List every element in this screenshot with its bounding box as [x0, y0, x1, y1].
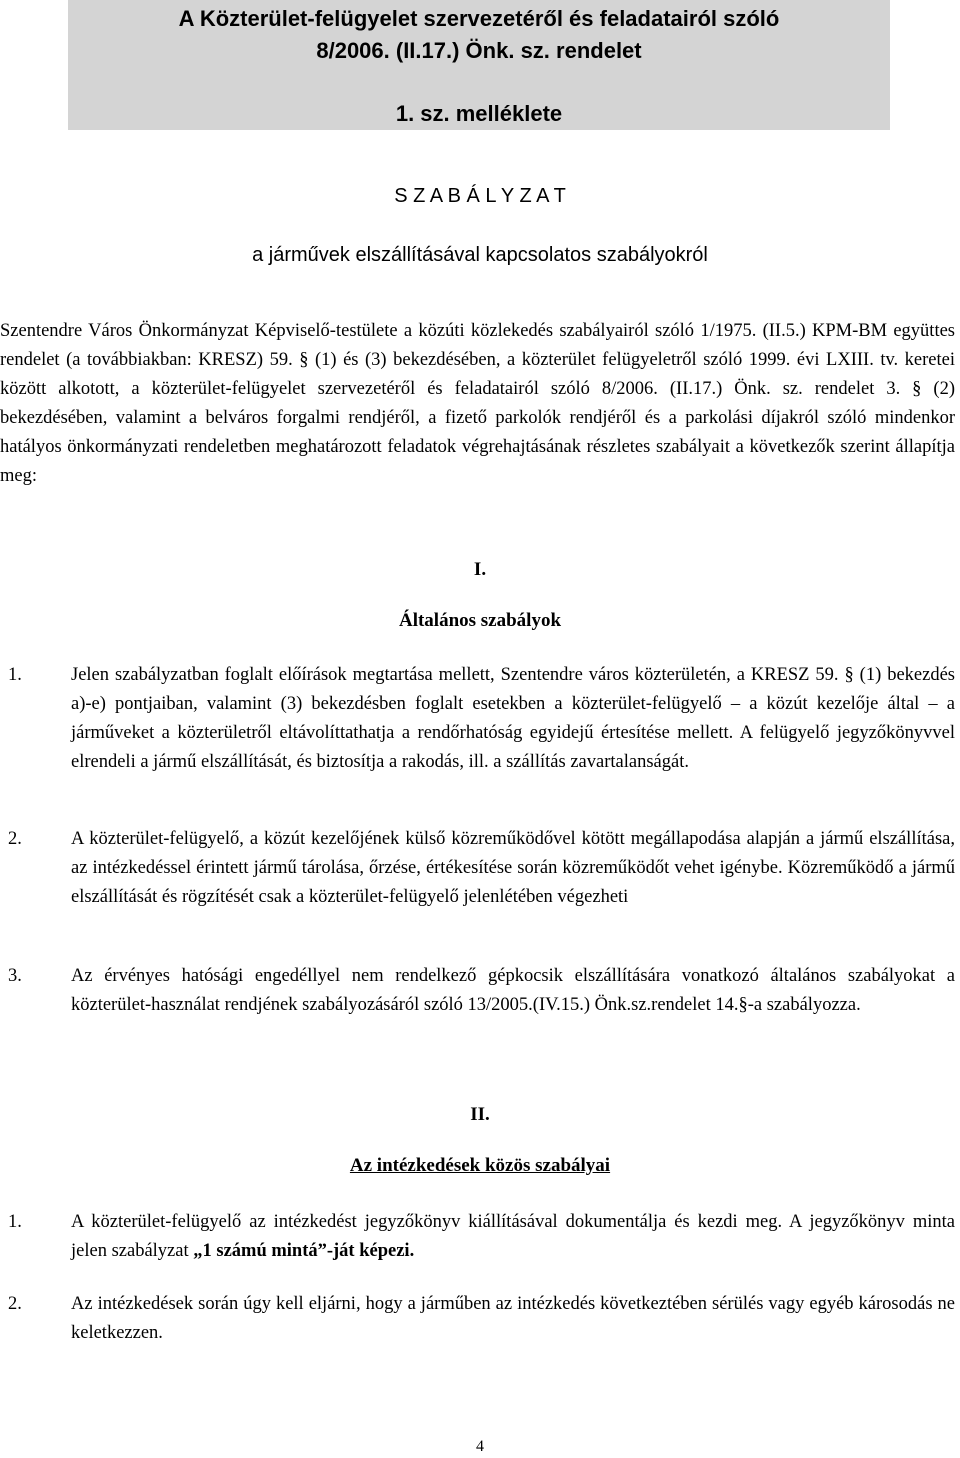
item-number: 3. — [8, 966, 22, 986]
page-number: 4 — [476, 1438, 484, 1455]
item-number: 2. — [8, 1294, 22, 1314]
header-title-line-2: 8/2006. (II.17.) Önk. sz. rendelet — [316, 38, 642, 63]
document-title: S Z A B Á L Y Z A T — [394, 185, 566, 207]
header-box — [68, 0, 890, 130]
section-2-title — [0, 1154, 960, 1178]
intro-paragraph: Szentendre Város Önkormányzat Képviselő-testülete a közúti közlekedés szabályairól szóló 1/1975. (II.5.) KPM-BM együttes rendelet (a továbbiakban: KRESZ) 59. § (1) és (3) bekezdésében, a közterület felügyeletről szóló 1999. évi LXIII. tv. keretei között alkotott, a közterület-felügyelet szervezetéről és feladatairól szóló 8/2006. (II.17.) Önk. sz. rendelet 3. § (2) bekezdésében, valamint a belváros forgalmi rendjéről, a fizető parkolók rendjéről és a parkolási díjakról szóló mindenkor hatályos önkormányzati rendeletben meghatározott feladatok végrehajtásának részletes szabályait a következők szerint állapítja meg: — [0, 321, 955, 486]
item-number: 2. — [8, 829, 22, 849]
section-1-item-2 — [0, 825, 955, 912]
section-1-item-3 — [0, 962, 955, 1020]
item-text — [71, 1208, 955, 1266]
item-text-plain: A közterület-felügyelő az intézkedést jegyzőkönyv kiállításával dokumentálja és kezdi meg. A jegyzőkönyv minta jelen szabályzat — [71, 1212, 955, 1261]
section-1-title: Általános szabályok — [398, 610, 562, 631]
section-2-item-1 — [0, 1208, 955, 1266]
section-1-number: I. — [473, 559, 487, 580]
item-text: Az intézkedések során úgy kell eljárni, hogy a járműben az intézkedés következtében sérülés vagy egyéb károsodás ne keletkezzen. — [71, 1294, 955, 1343]
item-text: Az érvényes hatósági engedéllyel nem rendelkező gépkocsik elszállítására vonatkozó általános szabályokat a közterület-használat rendjének szabályozásáról szóló 13/2005.(IV.15.) Önk.sz.rendelet 14.§-a szabályozza. — [71, 966, 955, 1015]
item-text: Jelen szabályzatban foglalt előírások megtartása mellett, Szentendre város közterületén, a KRESZ 59. § (1) bekezdés a)-e) pontjaiban, valamint (3) bekezdésben foglalt esetekben a közterület-felügyelő – a közút kezelője által – a járműveket a közterületről eltávolíttathatja a rendőrhatóság egyidejű értesítése mellett. A felügyelő jegyzőkönyvvel elrendeli a jármű elszállítását, és biztosítja a rakodás, ill. a szállítás zavartalanságát. — [71, 665, 955, 772]
item-text: A közterület-felügyelő, a közút kezelőjének külső közreműködővel kötött megállapodása alapján a jármű elszállítása, az intézkedéssel érintett jármű tárolása, őrzése, értékesítése során közreműködőt vehet igénybe. Közreműködő a jármű elszállítását és rögzítését csak a közterület-felügyelő jelenlétében végezheti — [71, 829, 955, 907]
document-subtitle: a járművek elszállításával kapcsolatos szabályokról — [252, 244, 708, 266]
section-2-number: II. — [470, 1104, 490, 1125]
item-text-bold: „1 számú mintá”-ját képezi. — [193, 1241, 415, 1261]
item-number: 1. — [8, 665, 22, 685]
section-2-item-2 — [0, 1290, 955, 1348]
section-1-item-1 — [0, 661, 955, 777]
section-2-title-text: Az intézkedések közös szabályai — [349, 1155, 611, 1176]
header-title-line-1: A Közterület-felügyelet szervezetéről és feladatairól szóló — [178, 6, 780, 31]
item-number: 1. — [8, 1212, 22, 1232]
header-appendix-label: 1. sz. melléklete — [395, 101, 563, 126]
